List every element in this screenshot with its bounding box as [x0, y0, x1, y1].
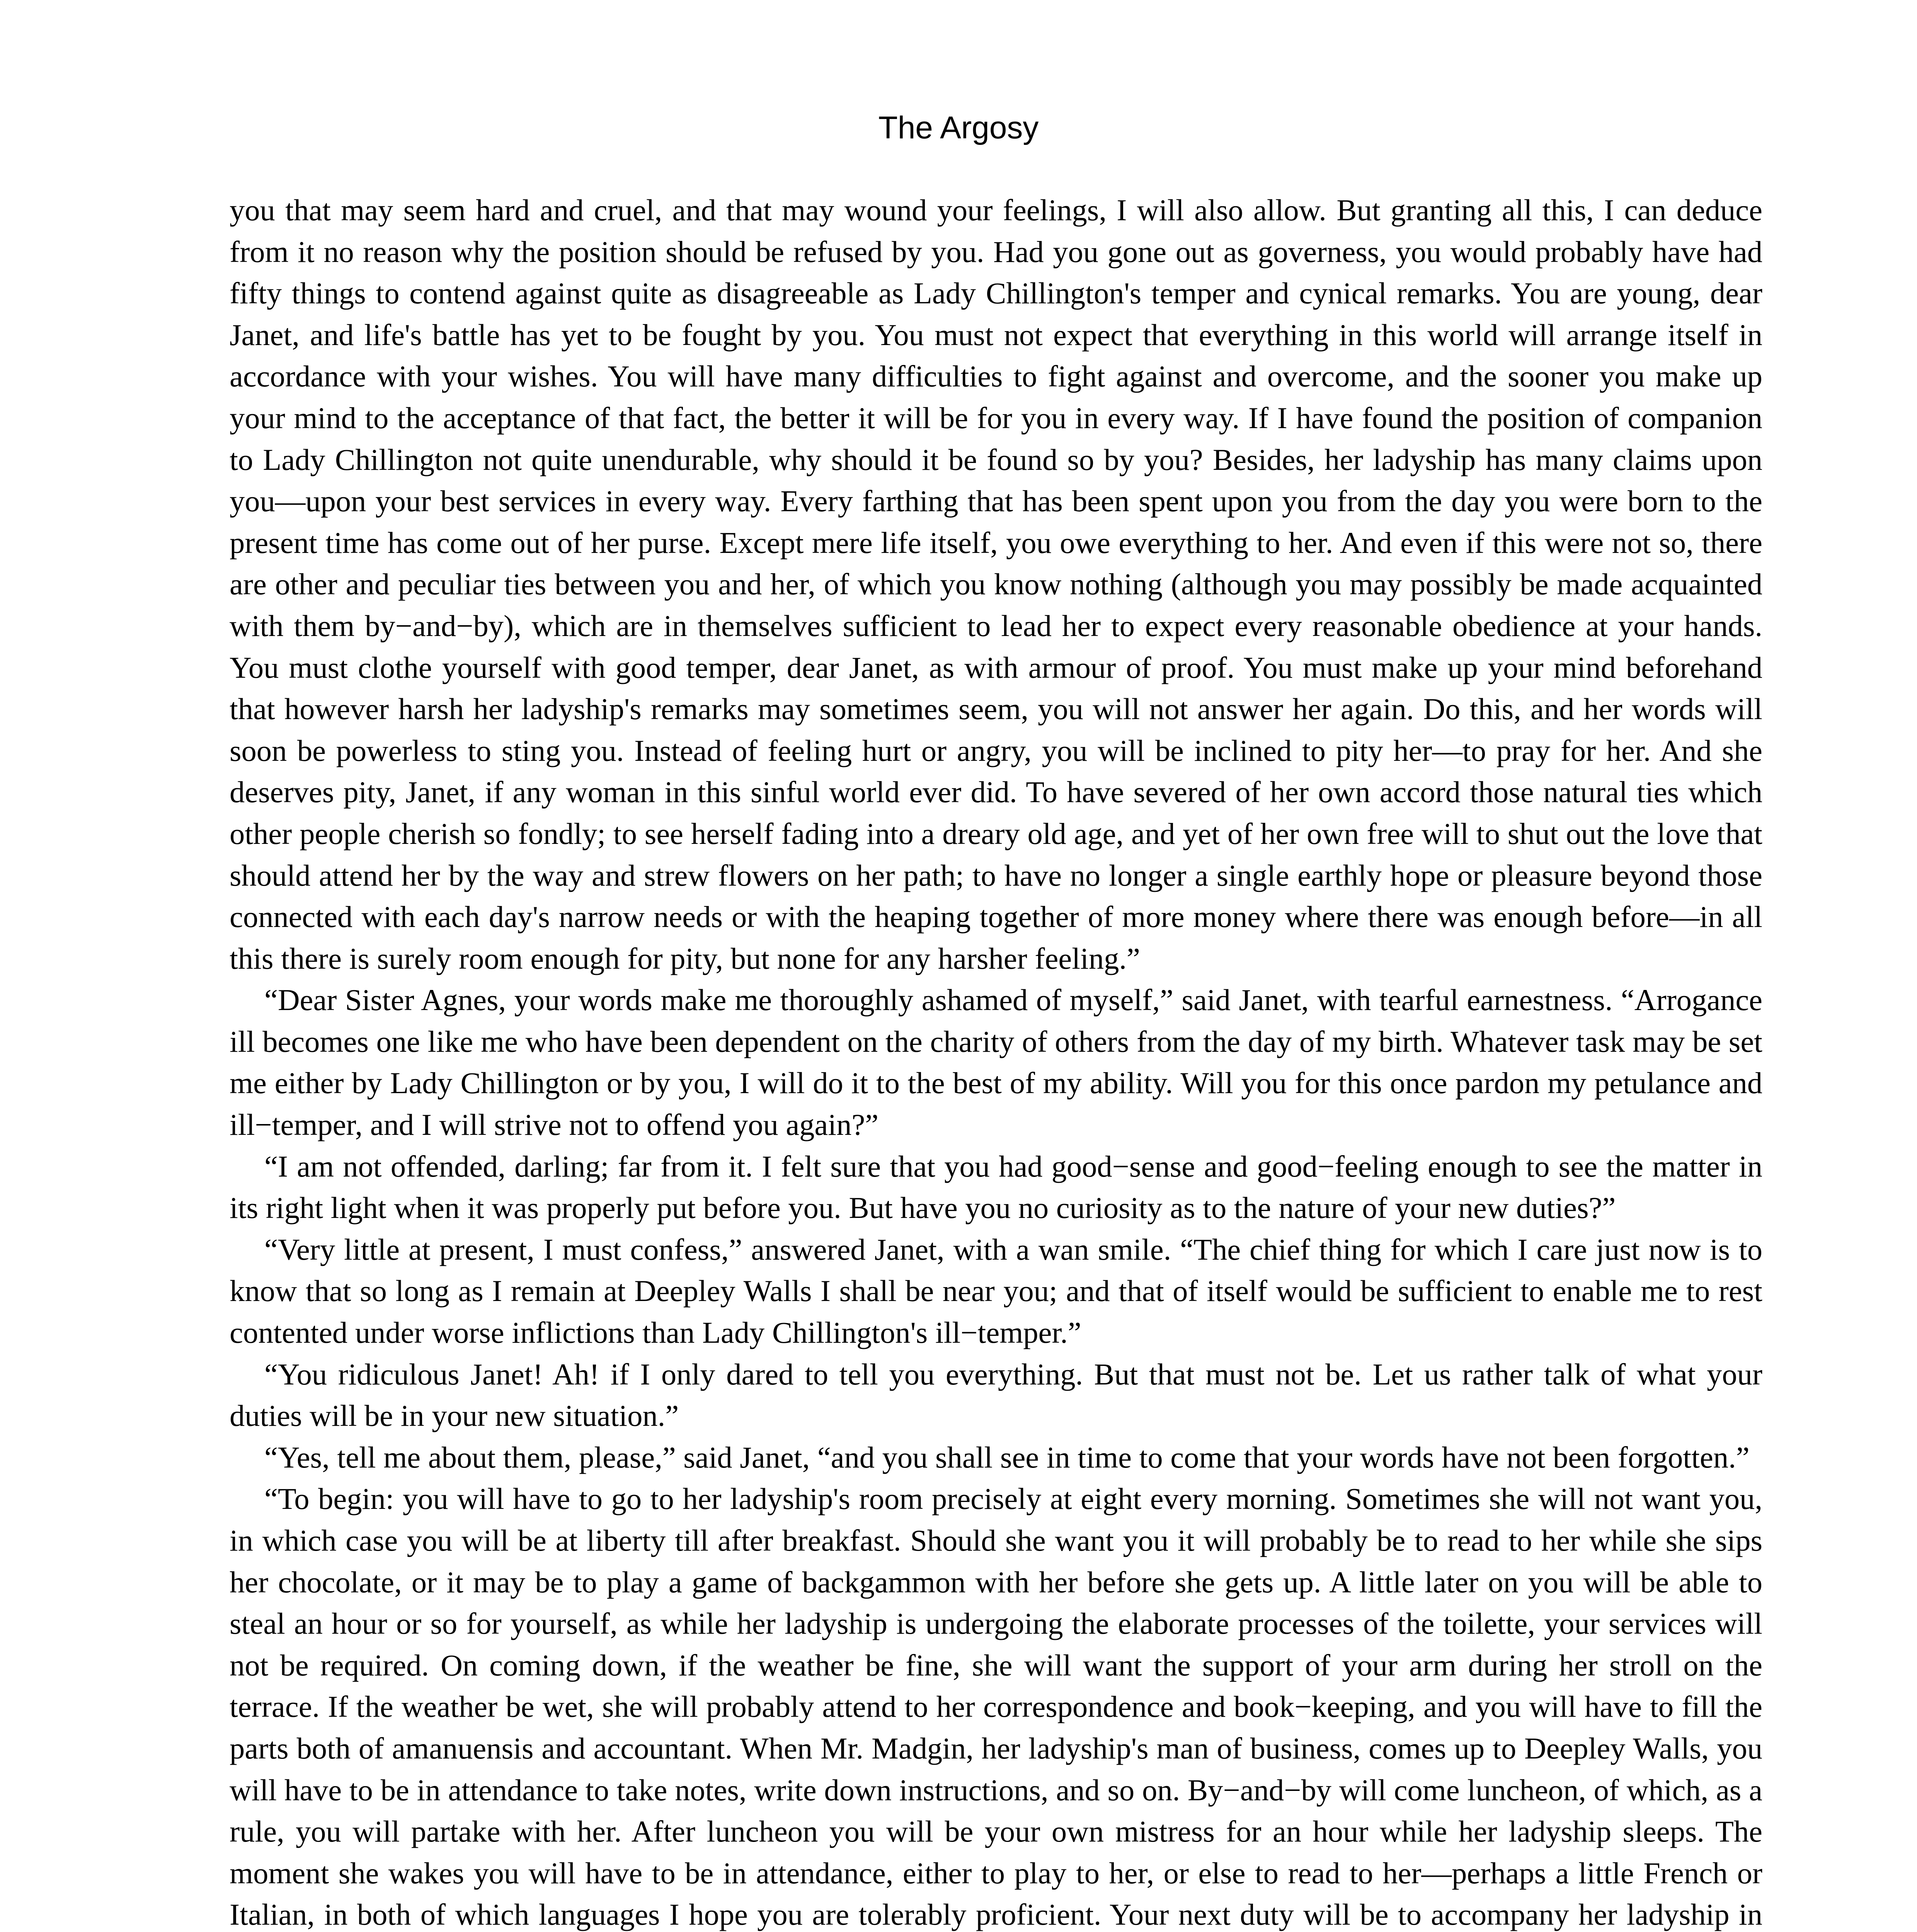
paragraph: “Dear Sister Agnes, your words make me thoroughly ashamed of myself,” said Janet, with tearful earnestness. “Arrogance ill becomes one like me who have been dependent on the charity of others from the day of my birth. Whatever task may be set me either by Lady Chillington or by you, I will do it to the best of my ability. Will you for this once pardon my petulance and ill−temper, and I will strive not to offend you again?”	[230, 983, 1762, 1142]
running-header: The Argosy	[878, 110, 1039, 145]
paragraph: “Very little at present, I must confess,” answered Janet, with a wan smile. “The chief thing for which I care just now is to know that so long as I remain at Deepley Walls I shall be near you; and that of itself would be sufficient to enable me to rest contented under worse inflictions than Lady Chillington's ill−temper.”	[230, 1232, 1762, 1350]
paragraph: “I am not offended, darling; far from it. I felt sure that you had good−sense and good−feeling enough to see the matter in its right light when it was properly put before you. But have you no curiosity as to the nature of your new duties?”	[230, 1149, 1762, 1225]
paragraph: “You ridiculous Janet! Ah! if I only dared to tell you everything. But that must not be. Let us rather talk of what your duties will be in your new situation.”	[230, 1357, 1762, 1433]
paragraph: you that may seem hard and cruel, and that may wound your feelings, I will also allow. But granting all this, I can deduce from it no reason why the position should be refused by you. Had you gone out as governess, you would probably have had fifty things to contend against quite as disagreeable as Lady Chillington's temper and cynical remarks. You are young, dear Janet, and life's battle has yet to be fought by you. You must not expect that everything in this world will arrange itself in accordance with your wishes. You will have many difficulties to fight against and overcome, and the sooner you make up your mind to the acceptance of that fact, the better it will be for you in every way. If I have found the position of companion to Lady Chillington not quite unendurable, why should it be found so by you? Besides, her ladyship has many claims upon you—upon your best services in every way. Every farthing that has been spent upon you from the day you were born to the present time has come out of her purse. Except mere life itself, you owe everything to her. And even if this were not so, there are other and peculiar ties between you and her, of which you know nothing (although you may possibly be made acquainted with them by−and−by), which are in themselves sufficient to lead her to expect every reasonable obedience at your hands. You must clothe yourself with good temper, dear Janet, as with armour of proof. You must make up your mind beforehand that however harsh her ladyship's remarks may sometimes seem, you will not answer her again. Do this, and her words will soon be powerless to sting you. Instead of feeling hurt or angry, you will be inclined to pity her—to pray for her. And she deserves pity, Janet, if any woman in this sinful world ever did. To have severed of her own accord those natural ties which other people cherish so fondly; to see herself fading into a dreary old age, and yet of her own free will to shut out the love that should attend her by the way and strew flowers on her path; to have no longer a single earthly hope or pleasure beyond those connected with each day's narrow needs or with the heaping together of more money where there was enough before—in all this there is surely room enough for pity, but none for any harsher feeling.”	[230, 193, 1762, 975]
paragraph: “To begin: you will have to go to her ladyship's room precisely at eight every morning. Sometimes she will not want you, in which case you will be at liberty till after breakfast. Should she want you it will probably be to read to her while she sips her chocolate, or it may be to play a game of backgammon with her before she gets up. A little later on you will be able to steal an hour or so for yourself, as while her ladyship is undergoing the elaborate processes of the toilette, your services will not be required. On coming down, if the weather be fine, she will want the support of your arm during her stroll on the terrace. If the weather be wet, she will probably attend to her correspondence and book−keeping, and you will have to fill the parts both of amanuensis and accountant. When Mr. Madgin, her ladyship's man of business, comes up to Deepley Walls, you will have to be in attendance to take notes, write down instructions, and so on. By−and−by will come luncheon, of which, as a rule, you will partake with her. After luncheon you will be your own mistress for an hour while her ladyship sleeps. The moment she wakes you will have to be in attendance, either to play to her, or else to read to her—perhaps a little French or Italian, in both of which languages I hope you are tolerably proficient. Your next duty will be to accompany her ladyship in	[230, 1482, 1762, 1932]
body-text	[230, 189, 1762, 1932]
paragraph: “Yes, tell me about them, please,” said Janet, “and you shall see in time to come that your words have not been forgotten.”	[264, 1440, 1750, 1474]
